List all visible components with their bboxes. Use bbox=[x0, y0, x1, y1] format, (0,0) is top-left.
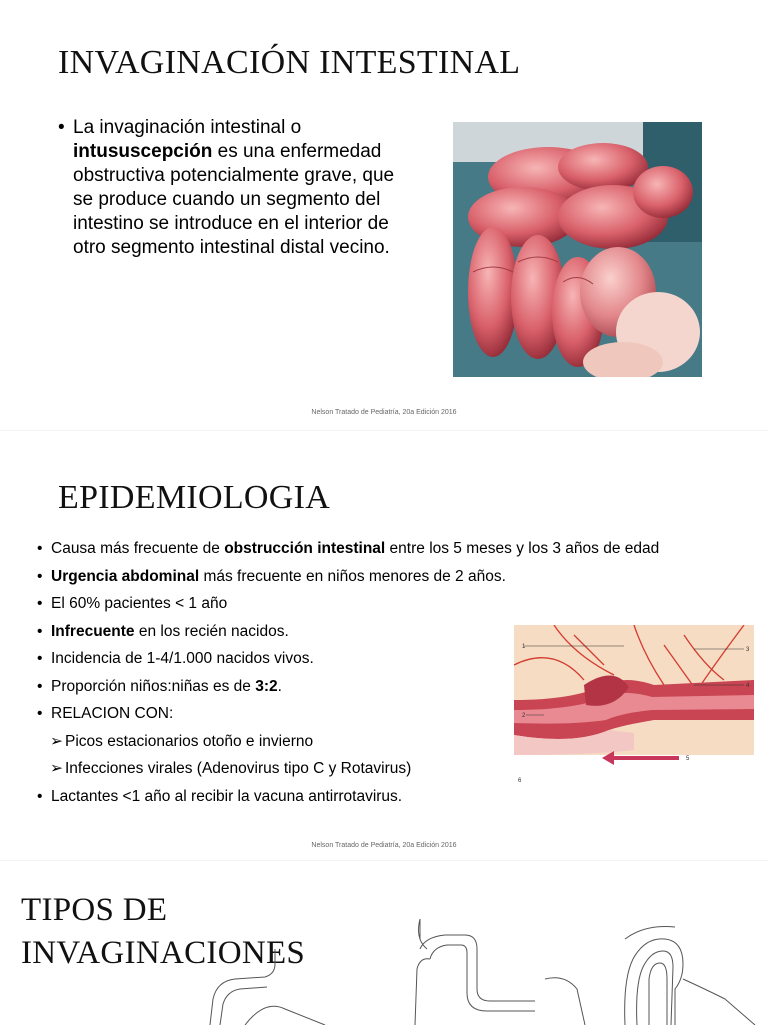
bullet-dot: • bbox=[37, 595, 43, 612]
bullet-item bbox=[37, 590, 737, 618]
slide-2-title: EPIDEMIOLOGIA bbox=[58, 479, 331, 516]
bullet-dot: • bbox=[37, 677, 43, 695]
diagram-label-5: 5 bbox=[686, 756, 690, 762]
bullet-dot: • bbox=[37, 787, 43, 805]
slide-2 bbox=[0, 430, 768, 861]
bullet-text: Incidencia de 1-4/1.000 nacidos vivos. bbox=[51, 650, 314, 667]
bullet-text: Proporción niños:niñas es de bbox=[51, 677, 256, 695]
sub-bullet-text: Picos estacionarios otoño e invierno bbox=[65, 732, 314, 750]
bullet-bold-term: obstrucción intestinal bbox=[224, 540, 386, 557]
bullet-text-continued: entre los 5 meses y los 3 años de edad bbox=[385, 540, 660, 557]
diagram-label-4: 4 bbox=[746, 683, 750, 689]
bullet-text: Causa más frecuente de bbox=[51, 540, 225, 557]
diagram-label-6: 6 bbox=[518, 778, 522, 784]
slide-1 bbox=[0, 0, 768, 430]
bullet-text: Lactantes <1 año al recibir la vacuna antirrotavirus. bbox=[51, 787, 403, 805]
invagination-types-drawing bbox=[205, 919, 760, 1025]
arrow-bullet-icon: ➢ bbox=[50, 760, 63, 777]
slide-1-title: INVAGINACIÓN INTESTINAL bbox=[58, 44, 521, 81]
bullet-dot: • bbox=[58, 117, 65, 138]
diagram-label-3: 3 bbox=[746, 647, 750, 653]
intussusception-diagram bbox=[514, 625, 754, 797]
bullet-text: RELACION CON: bbox=[51, 705, 174, 722]
slide-3 bbox=[0, 860, 768, 1025]
diagram-label-2: 2 bbox=[522, 713, 526, 719]
slide-2-citation: Nelson Tratado de Pediatría, 20a Edición 2016 bbox=[311, 842, 457, 849]
intestine-photo-illustration bbox=[453, 122, 702, 377]
bullet-dot: • bbox=[37, 567, 43, 585]
bullet-bold-term: Urgencia abdominal bbox=[51, 567, 200, 585]
diagram-label-1: 1 bbox=[522, 644, 526, 650]
bullet-text-continued: más frecuente en niños menores de 2 años. bbox=[199, 567, 506, 585]
bullet-bold-term: intususcepción bbox=[73, 141, 213, 162]
bullet-item bbox=[37, 535, 737, 563]
sub-bullet-text: Infecciones virales (Adenovirus tipo C y Rotavirus) bbox=[65, 760, 412, 777]
intussusception-diagram-illustration bbox=[514, 625, 754, 797]
slide-3-title-line-2: INVAGINACIONES bbox=[21, 935, 306, 971]
bullet-bold-term: 3:2 bbox=[255, 677, 278, 695]
slide-1-citation: Nelson Tratado de Pediatría, 20a Edición 2016 bbox=[311, 409, 457, 416]
invagination-types-illustration bbox=[205, 919, 760, 1025]
bullet-dot: • bbox=[37, 622, 43, 640]
intestine-photo bbox=[453, 122, 702, 377]
slide-3-title-line-1: TIPOS DE bbox=[21, 892, 168, 928]
bullet-bold-term: Infrecuente bbox=[51, 622, 135, 640]
bullet-item bbox=[58, 116, 408, 260]
bullet-text: El 60% pacientes < 1 año bbox=[51, 595, 228, 612]
bullet-text-continued: . bbox=[277, 677, 282, 695]
bullet-dot: • bbox=[37, 650, 43, 667]
bullet-dot: • bbox=[37, 705, 43, 722]
bullet-item bbox=[37, 563, 737, 591]
bullet-text-continued: en los recién nacidos. bbox=[134, 622, 289, 640]
arrow-bullet-icon: ➢ bbox=[50, 732, 63, 750]
bullet-text-continued: es una enfermedad obstructiva potencialmente grave, que se produce cuando un segmento del intestino se introduce en el interior de otro segmento intestinal distal vecino. bbox=[73, 141, 395, 258]
bullet-dot: • bbox=[37, 540, 43, 557]
bullet-text: La invaginación intestinal o bbox=[73, 117, 302, 138]
slide-1-bullets bbox=[58, 116, 408, 260]
